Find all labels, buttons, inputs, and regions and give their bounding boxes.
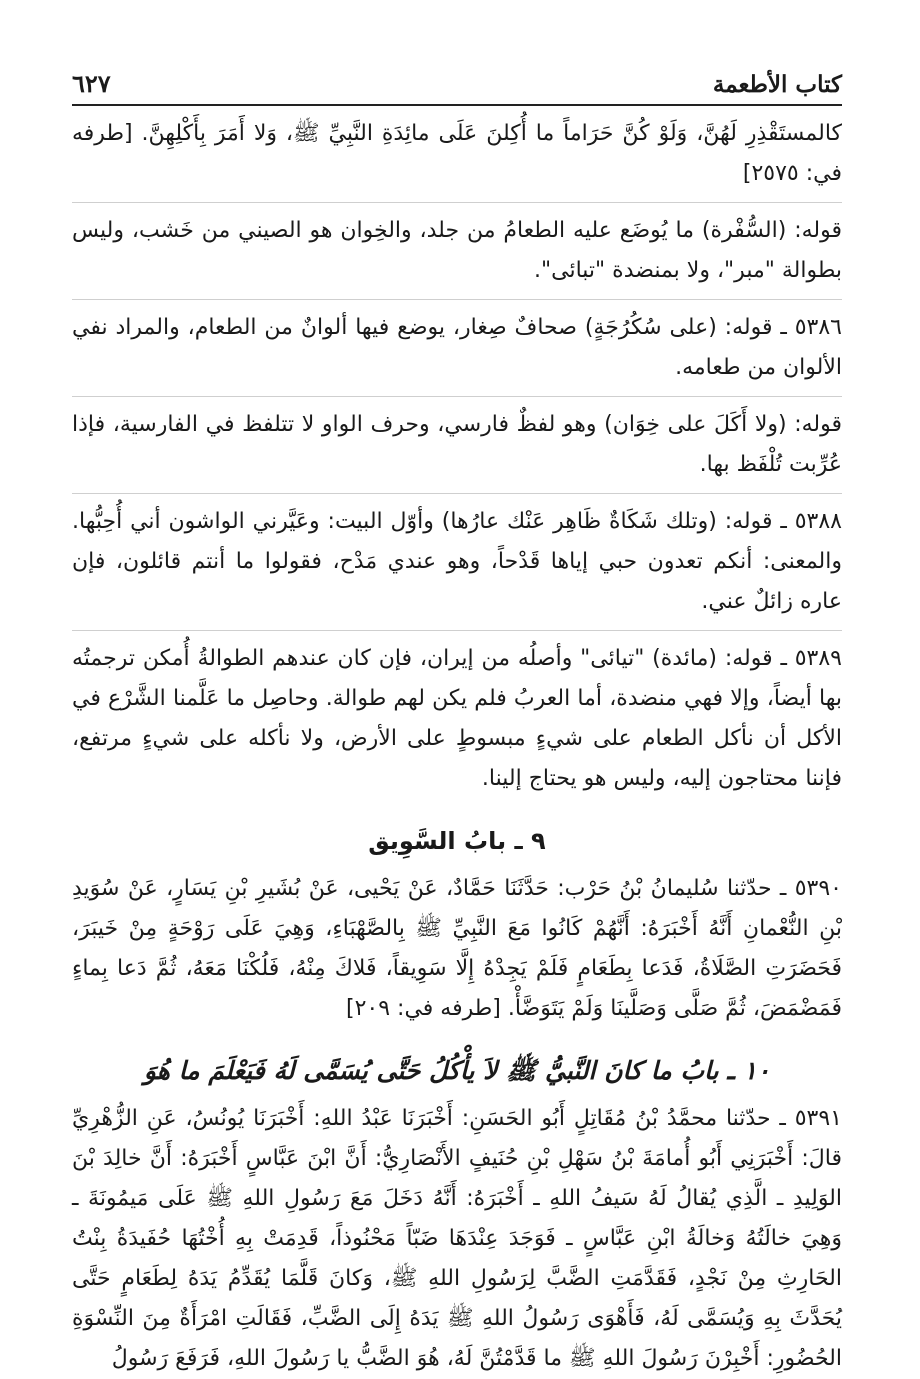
commentary-paragraph-5: ٥٣٨٨ ـ قوله: (وتلك شَكَاةٌ ظَاهِر عَنْك عارُها) وأوّل البيت: وعَيَّرني الواشون أني أُحِبُّها. والمعنى: أنكم تعدون حبي إياها قَدْحاً، وهو عندي مَدْح، فقولوا ما أنتم قائلون، فإن عاره زائلٌ عني. <box>72 509 842 614</box>
hadith-5391: ٥٣٩١ ـ حدّثنا محمَّدُ بْنُ مُقَاتِلٍ أَبُو الحَسَنِ: أَخْبَرَنَا عَبْدُ اللهِ: أَخْبَرَنَا يُونُسُ، عَنِ الزُّهْرِيِّ قالَ: أَخْبَرَنِي أَبُو أُمامَةَ بْنُ سَهْلِ بْنِ حُنَيفٍ الأَنْصَارِيُّ: أَنَّ ابْنَ عَبَّاسٍ أَخْبَرَهُ: أَنَّ خالِدَ بْنَ الوَلِيدِ ـ الَّذِي يُقالُ لَهُ سَيفُ اللهِ ـ أَخْبَرَهُ: أَنَّهُ دَخَلَ مَعَ رَسُولِ اللهِ ﷺ عَلَى مَيمُونَةَ ـ وَهِيَ خالَتُهُ وَخالَةُ ابْنِ عَبَّاسٍ ـ فَوَجَدَ عِنْدَهَا ضَبّاً مَحْنُوذاً، قَدِمَتْ بِهِ أُخْتُهَا حُفَيدَةُ بِنْتُ الحَارِثِ مِنْ نَجْدٍ، فَقَدَّمَتِ الضَّبَّ لِرَسُولِ اللهِ ﷺ، وَكانَ قَلَّمَا يُقَدِّمُ يَدَهُ لِطَعَامٍ حَتَّى يُحَدَّثَ بِهِ وَيُسَمَّى لَهُ، فَأَهْوَى رَسُولُ اللهِ ﷺ يَدَهُ إِلَى الضَّبِّ، فَقَالَتِ امْرَأَةٌ مِنَ النِّسْوَةِ الحُضُورِ: أَخْبِرْنَ رَسُولَ اللهِ ﷺ ما قَدَّمْتُنَّ لَهُ، هُوَ الضَّبُّ يا رَسُولَ اللهِ، فَرَفَعَ رَسُولُ <box>72 1106 842 1371</box>
running-title: كتاب الأطعمة <box>712 71 842 98</box>
divider <box>72 493 842 494</box>
page-header <box>72 58 842 98</box>
chapter-9-heading: ٩ ـ بابُ السَّوِيق <box>368 827 546 855</box>
divider <box>72 630 842 631</box>
commentary-paragraph-2: قوله: (السُّفْرة) ما يُوضَع عليه الطعامُ من جلد، والخِوان هو الصيني من خَشب، وليس بطوالة "مبر"، ولا بمنضدة "تبائى". <box>72 218 842 283</box>
commentary-paragraph-1: كالمستَقْذِرِ لَهُنَّ، وَلَوْ كُنَّ حَرَاماً ما أُكِلنَ عَلَى مائِدَةِ النَّبِيِّ ﷺ، وَلا أَمَرَ بِأَكْلِهِنَّ. [طرفه في: ٢٥٧٥] <box>72 121 842 186</box>
chapter-10-heading: ١٠ ـ بابُ ما كانَ النَّبيُّ ﷺ لاَ يأْكُلُ حَتَّى يُسَمَّى لَهُ فَيَعْلَمَ ما هُوَ <box>143 1056 771 1085</box>
page-number: ٦٢٧ <box>72 69 111 98</box>
commentary-paragraph-4: قوله: (ولا أَكَلَ على خِوَان) وهو لفظٌ فارسي، وحرف الواو لا تتلفظ في الفارسية، فإذا عُرِّبت تُلْفَظ بها. <box>72 412 842 477</box>
page-content <box>72 114 842 1379</box>
hadith-5390: ٥٣٩٠ ـ حدّثنا سُليمانُ بْنُ حَرْب: حَدَّثَنَا حَمَّادٌ، عَنْ يَحْيى، عَنْ بُشَيرِ بْنِ يَسَارٍ، عَنْ سُوَيدِ بْنِ النُّعْمانِ أَنَّهُ أَخْبَرَهُ: أَنَّهُمْ كَانُوا مَعَ النَّبِيِّ ﷺ بِالصَّهْبَاءِ، وَهِيَ عَلَى رَوْحَةٍ مِنْ خَيبَرَ، فَحَضَرَتِ الصَّلَاةُ، فَدَعا بِطَعَامٍ فَلَمْ يَجِدْهُ إِلَّا سَوِيقاً، فَلاكَ مِنْهُ، فَلُكْنَا مَعَهُ، ثُمَّ دَعا بِماءٍ فَمَضْمَضَ، ثُمَّ صَلَّى وَصَلَّينَا وَلَمْ يَتَوَضَّأْ. [طرفه في: ٢٠٩] <box>72 876 842 1021</box>
divider <box>72 299 842 300</box>
divider <box>72 202 842 203</box>
divider <box>72 396 842 397</box>
commentary-paragraph-6: ٥٣٨٩ ـ قوله: (مائدة) "تيائى" وأصلُه من إيران، فإن كان عندهم الطوالةُ أُمكن ترجمتُه بها أيضاً، وإلا فهي منضدة، أما العربُ فلم يكن لهم طوالة. وحاصِل ما عَلَّمنا الشَّرْع في الأكل أن نأكل الطعام على شيءٍ مبسوطٍ على الأرض، ولا نأكله على شيءٍ مرتفع، فإننا محتاجون إليه، وليس هو يحتاج إلينا. <box>72 646 842 791</box>
header-divider <box>72 104 842 106</box>
commentary-paragraph-3: ٥٣٨٦ ـ قوله: (على سُكُرُجَةٍ) صحافٌ صِغار، يوضع فيها ألوانٌ من الطعام، والمراد نفي الألوان من طعامه. <box>72 315 842 380</box>
